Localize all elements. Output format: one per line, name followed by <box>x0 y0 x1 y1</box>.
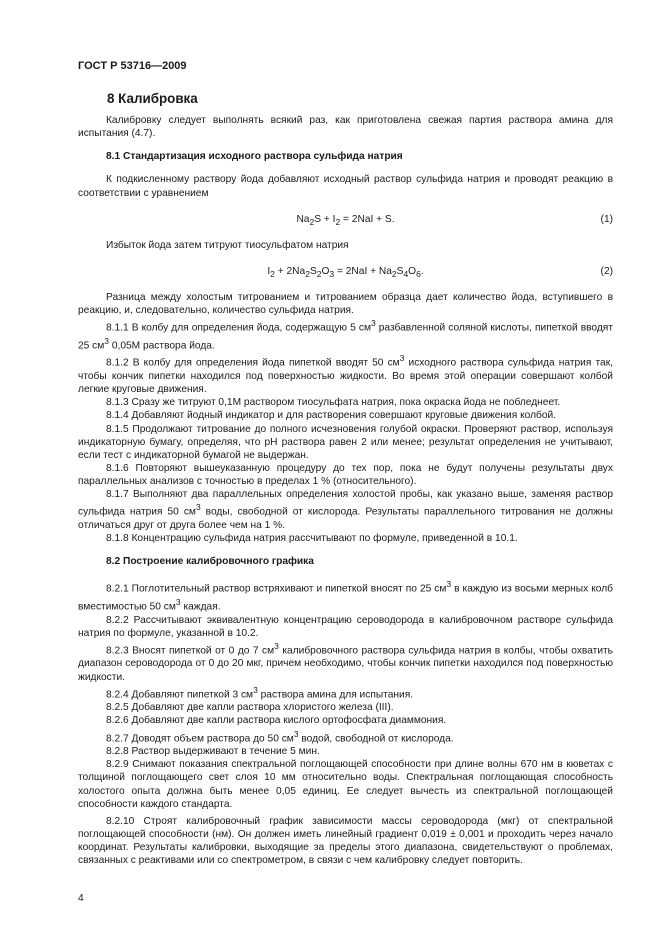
equation-2-body: $I_2 + 2Na_2S_2O_3 = 2NaI + Na_2S_4O_6$. <box>267 265 424 279</box>
item-8-2-8: 8.2.8 Раствор выдерживают в течение 5 мин. <box>106 746 320 758</box>
item-8-2-1: 8.2.1 Поглотительный раствор встряхивают и пипеткой вносят по 25 $см^3$ в каждую из восьми мерных колб вместимостью 50 $см^3$ каждая. <box>78 579 614 613</box>
item-8-2-7: 8.2.7 Доводят объем раствора до 50 $см^3$ водой, свободной от кислорода. <box>106 728 454 744</box>
item-8-1-5: 8.1.5 Продолжают титрование до полного исчезновения голубой окраски. Проверяют раствор, используя индикаторную бумагу, определяя, что рН раствора равен 2 или менее; результат определения не учитывают, если тест с индикаторной бумагой не выдержан. <box>78 423 613 461</box>
body-text <box>78 114 613 868</box>
item-8-1-6: 8.1.6 Повторяют вышеуказанную процедуру до тех пор, пока не будут получены результаты двух параллельных анализов с точностью в пределах 1 % (относительного). <box>78 462 613 488</box>
paragraph-excess-iodine: Избыток йода затем титруют тиосульфатом натрия <box>106 239 349 251</box>
item-8-2-4: 8.2.4 Добавляют пипеткой 3 $см^3$ раствора амина для испытания. <box>106 684 414 701</box>
item-8-2-9: 8.2.9 Снимают показания спектральной поглощающей способности при длине волны 670 нм в кюветах с толщиной поглощающего свет слоя 10 мм относительно воды. Спектральная поглощающая способность холостого опыта должна быть менее 0,05 единиц. Ее следует вычесть из спектральной поглощающей способности каждого стандарта. <box>78 759 613 810</box>
paragraph-reaction: К подкисленному раствору йода добавляют исходный раствор сульфида натрия и проводят реакцию в соответствии с уравнением <box>78 174 613 199</box>
item-8-2-3: 8.2.3 Вносят пипеткой от 0 до 7 $см^3$ калибровочного раствора сульфида натрия в колбы, чтобы охватить диапазон сероводорода от 0 до 20 мкг, причем необходимо, чтобы кончик пипетки находился под поверхностью жидкости. <box>78 640 613 683</box>
item-8-2-6: 8.2.6 Добавляют две капли раствора кислого ортофосфата диаммония. <box>106 715 447 727</box>
intro-paragraph: Калибровку следует выполнять всякий раз, как приготовлена свежая партия раствора амина для испытания (4.7). <box>78 115 613 140</box>
equation-1 <box>78 213 613 226</box>
item-8-2-10: 8.2.10 Строят калибровочный график зависимости массы сероводорода (мкг) от спектральной поглощающей способности (нм). Он должен иметь линейный градиент 0,019 ± 0,001 и проходить через начало координат. Результаты калибровки, выходящие за пределы этого диапазона, свидетельствуют о проблемах, связанных с реактивами или со спектрометром, в связи с чем калибровку следует повторить. <box>78 815 613 867</box>
subsection-title-8-2: 8.2 Построение калибровочного графика <box>106 556 314 568</box>
standard-header: ГОСТ Р 53716—2009 <box>78 60 187 72</box>
section-title: 8 Калибровка <box>107 91 198 106</box>
item-8-1-1: 8.1.1 В колбу для определения йода, содержащую 5 $см^3$ разбавленной соляной кислоты, пипеткой вводят 25 $см^3$ 0,05М раствора йода. <box>78 318 613 352</box>
equation-2 <box>78 265 613 278</box>
item-8-1-7: 8.1.7 Выполняют два параллельных определения холостой пробы, как указано выше, заменяя раствор сульфида натрия 50 $см^3$ воды, свободной от кислорода. Результаты параллельного титрования не должны отличаться друг от друга более чем на 1 %. <box>78 489 613 531</box>
item-8-1-3: 8.1.3 Сразу же титруют 0,1М раствором тиосульфата натрия, пока окраска йода не побледнеет. <box>106 397 561 409</box>
equation-1-body: $Na_2S + I_2 = 2NaI + S$. <box>296 213 395 227</box>
item-8-2-2: 8.2.2 Рассчитывают эквивалентную концентрацию сероводорода в калибровочном растворе сульфида натрия по формуле, указанной в 10.2. <box>78 614 613 639</box>
item-8-1-2: 8.1.2 В колбу для определения йода пипеткой вводят 50 $см^3$ исходного раствора сульфида натрия так, чтобы кончик пипетки находился под поверхностью жидкости. Во время этой операции совершают колбой легкие круговые движения. <box>78 353 613 396</box>
item-8-1-8: 8.1.8 Концентрацию сульфида натрия рассчитывают по формуле, приведенной в 10.1. <box>106 533 518 545</box>
subsection-title-8-1: 8.1 Стандартизация исходного раствора сульфида натрия <box>106 151 403 163</box>
item-8-1-4: 8.1.4 Добавляют йодный индикатор и для растворения совершают круговые движения колбой. <box>106 410 557 422</box>
paragraph-difference: Разница между холостым титрованием и титрованием образца дает количество йода, вступившего в реакцию, и, следовательно, количество сульфида натрия. <box>78 291 613 317</box>
item-8-2-5: 8.2.5 Добавляют две капли раствора хлористого железа (III). <box>106 702 394 714</box>
page-number: 4 <box>78 893 84 904</box>
equation-1-number: (1) <box>600 213 613 225</box>
equation-2-number: (2) <box>600 265 613 277</box>
